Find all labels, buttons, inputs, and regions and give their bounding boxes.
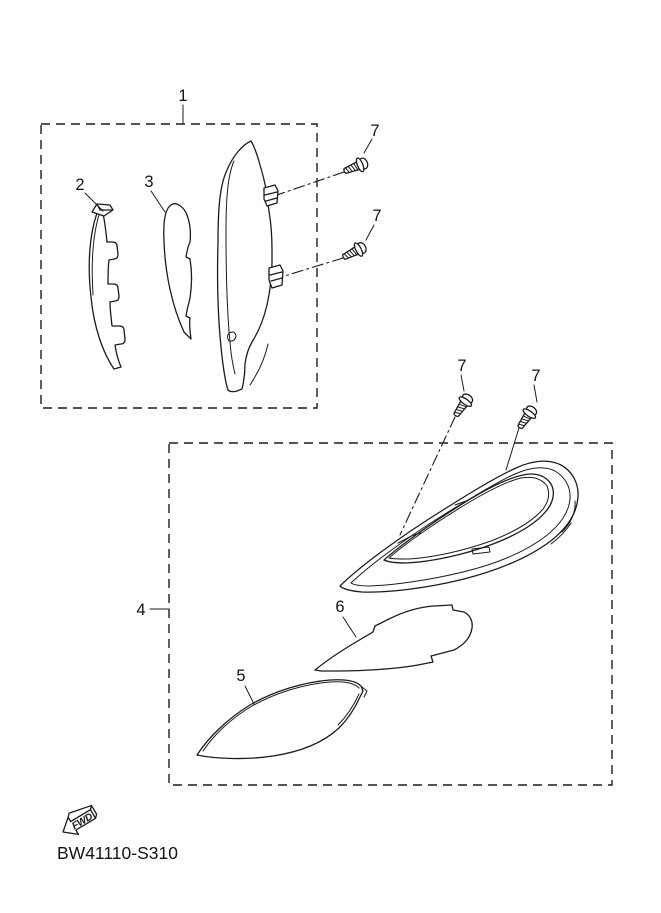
callout-4: 4 — [136, 601, 146, 619]
part-lens — [197, 680, 363, 759]
assembly-1-group — [41, 87, 382, 408]
assembly-4-group — [136, 357, 612, 785]
callout-6: 6 — [335, 598, 345, 616]
callout-7b: 7 — [372, 207, 382, 225]
callout-7a: 7 — [370, 122, 380, 140]
screw-7-lower-2 — [514, 403, 540, 432]
callout-5: 5 — [236, 667, 246, 685]
callout-3: 3 — [144, 173, 154, 191]
fwd-label: FWD — [70, 811, 95, 833]
callout-7c: 7 — [457, 357, 467, 375]
screw-leader-line — [274, 172, 344, 196]
cover-boss-upper — [264, 185, 278, 206]
cover-boss-lower — [269, 265, 283, 288]
callout-7d-leader — [534, 385, 537, 402]
callout-2: 2 — [75, 176, 85, 194]
callout-6-leader — [343, 617, 356, 637]
screw-7-upper-1 — [341, 155, 369, 178]
part-seal-blade — [164, 204, 192, 339]
callout-7a-leader — [364, 139, 372, 153]
part-number-text: BW41110-S310 — [57, 843, 178, 863]
screw-7-upper-2 — [340, 240, 369, 264]
cover-panel-inner-curve — [250, 344, 268, 385]
fwd-indicator — [56, 801, 100, 840]
callout-5-leader — [245, 686, 254, 704]
screw-leader-line — [506, 428, 519, 470]
callout-7c-leader — [461, 375, 464, 391]
callout-7d: 7 — [531, 367, 541, 385]
callout-3-leader — [151, 191, 165, 212]
screw-7-lower-1 — [450, 391, 476, 420]
callout-7b-leader — [366, 225, 374, 240]
screw-leader-line — [278, 258, 343, 278]
callout-1: 1 — [178, 87, 188, 105]
